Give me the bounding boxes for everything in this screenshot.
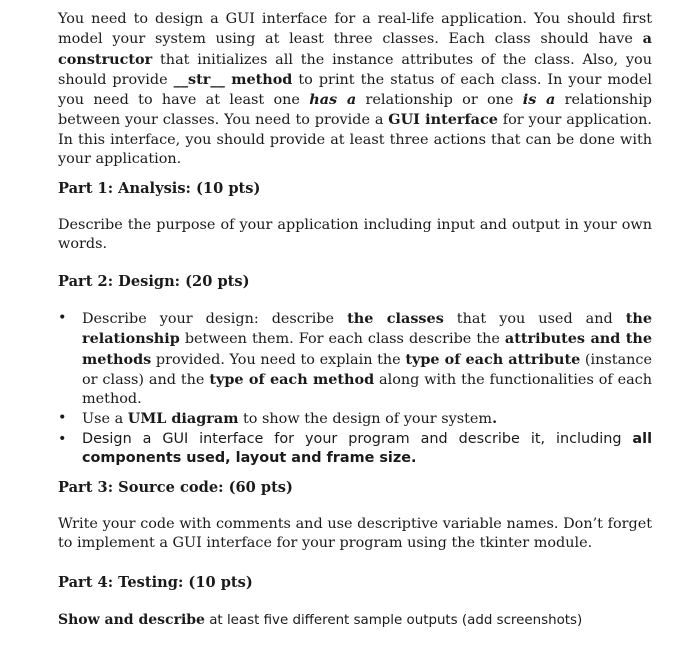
part1-text: Describe the purpose of your application including input and output in your own words. [58,217,652,253]
part1-heading: Part 1: Analysis: (10 pts) [58,180,261,197]
bullet-dot: • [58,310,67,326]
intro-paragraph: You need to design a GUI interface for a real-life application. You should first model your system using at least three classes. Each class should have a constructor that initializes all the instance attributes of the class. Also, you should provide __str__ method to print the status of each class. In your model you need to have at least one has a relationship or one is a relationship between your classes. You need to provide a GUI interface for your application. In this interface, you should provide at least three actions that can be done with your application. [58,11,653,168]
part2-bullet-classes: • Describe your design: describe the classes that you used and the relationship between them. For each class describe the attributes and the methods provided. You need to explain the type of each attribute (instance or class) and the type of each method along with the functionalities of each method. [58,310,653,408]
bullet-dot: • [58,430,67,447]
part2-bullet-gui: • Design a GUI interface for your program and describe it, including all components used, layout and frame size. [58,430,652,467]
part3-heading: Part 3: Source code: (60 pts) [58,479,293,496]
part3-text: Write your code with comments and use descriptive variable names. Don’t forget to implement a GUI interface for your program using the tkinter module. [58,516,652,552]
part2-bullet-uml: • Use a UML diagram to show the design of your system. [58,410,498,428]
part2-bullet-list [58,309,652,468]
part4-heading: Part 4: Testing: (10 pts) [58,574,253,591]
bullet-dot: • [58,410,67,427]
part2-heading: Part 2: Design: (20 pts) [58,273,250,290]
part4-text: Show and describe at least five different sample outputs (add screenshots) [58,612,583,628]
